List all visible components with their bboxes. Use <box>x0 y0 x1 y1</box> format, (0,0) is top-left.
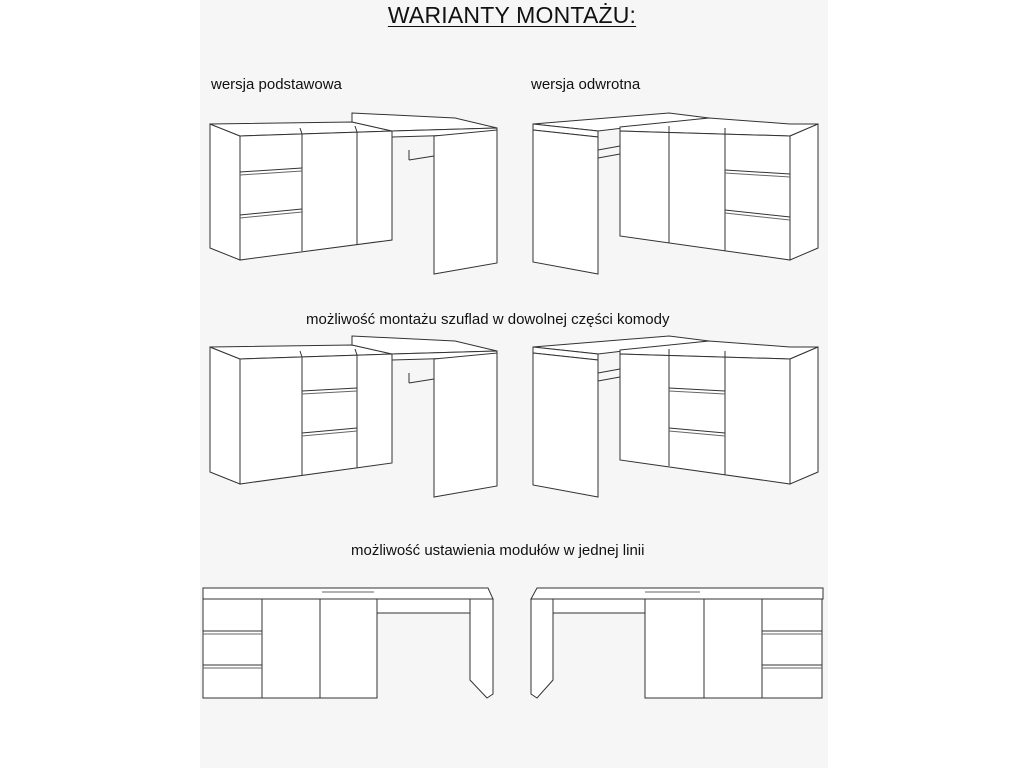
label-basic-version: wersja podstawowa <box>211 76 342 93</box>
furniture-inline-left <box>203 588 493 698</box>
furniture-drawers-middle-right <box>533 336 818 497</box>
title-text: WARIANTY MONTAŻU: <box>387 2 637 28</box>
label-reverse-version: wersja odwrotna <box>531 76 641 93</box>
label-in-line: możliwość ustawienia modułów w jednej linii <box>351 542 645 559</box>
furniture-reverse-version <box>533 113 818 274</box>
label-drawers-any-side: możliwość montażu szuflad w dowolnej części komody <box>306 311 670 328</box>
furniture-drawers-middle-left <box>210 336 497 497</box>
furniture-basic-version <box>210 113 497 274</box>
furniture-inline-right <box>531 588 823 698</box>
